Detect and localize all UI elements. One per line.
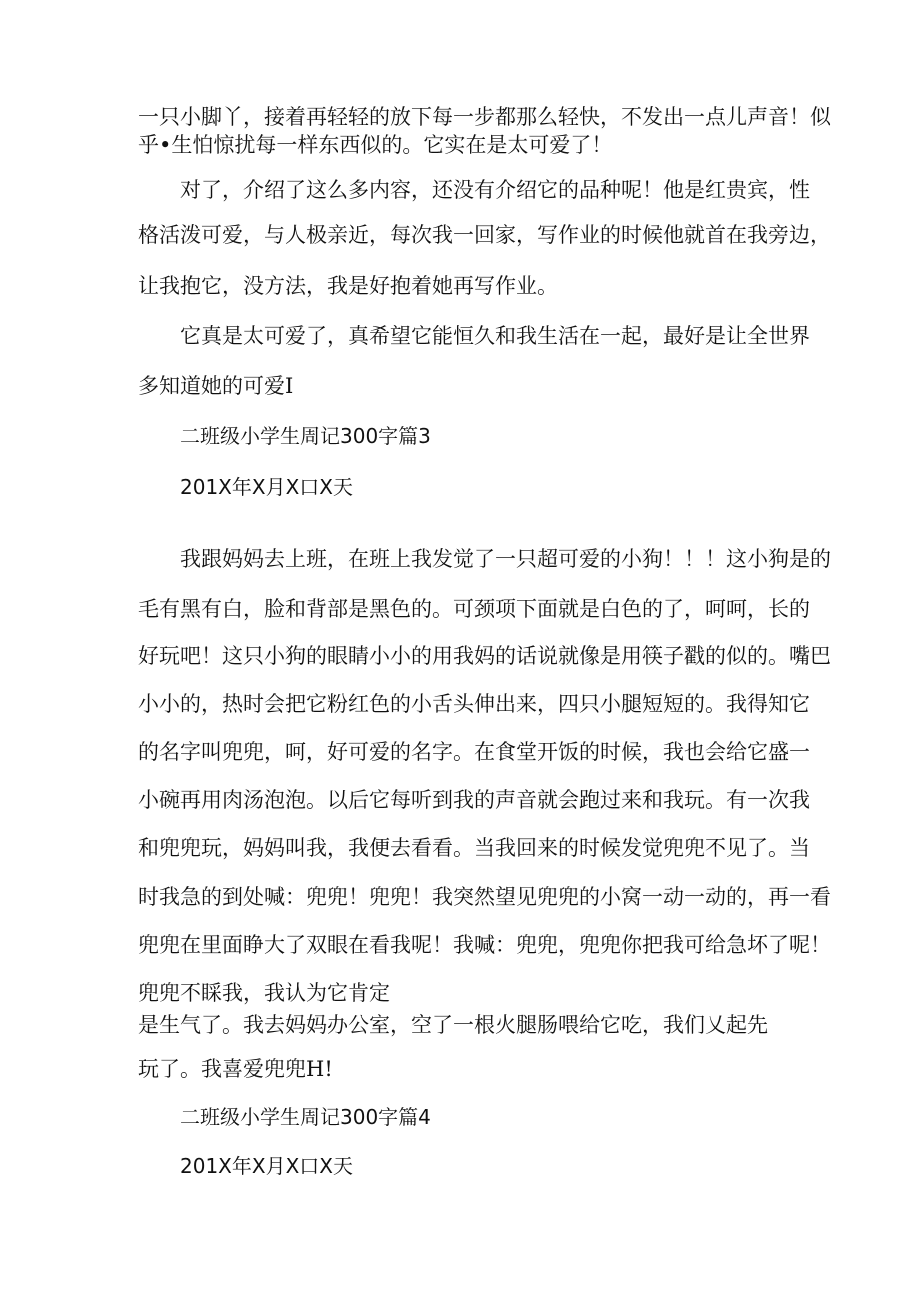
- text-line: 多知道她的可爱I: [138, 374, 294, 398]
- text-line: 小碗再用肉汤泡泡。以后它每听到我的声音就会跑过来和我玩。有一次我: [138, 788, 810, 812]
- text-line: 的名字叫兜兜，呵，好可爱的名字。在食堂开饭的时候，我也会给它盛一: [138, 740, 810, 764]
- text-line: 对了，介绍了这么多内容，还没有介绍它的品种呢！他是红贵宾，性: [180, 178, 810, 202]
- text-line: 兜兜不睬我，我认为它肯定: [138, 981, 390, 1005]
- text-line: 我跟妈妈去上班，在班上我发觉了一只超可爱的小狗！！！这小狗是的: [180, 547, 831, 571]
- text-line: 玩了。我喜爱兜兜H!: [138, 1057, 333, 1081]
- text-line: 小小的，热时会把它粉红色的小舌头伸出来，四只小腿短短的。我得知它: [138, 692, 810, 716]
- text-line: 让我抱它，没方法，我是好抱着她再写作业。: [138, 274, 558, 298]
- text-line: 是生气了。我去妈妈办公室，空了一根火腿肠喂给它吃，我们乂起先: [138, 1013, 768, 1037]
- text-line: 它真是太可爱了，真希望它能恒久和我生活在一起，最好是让全世界: [180, 324, 810, 348]
- text-line: 时我急的到处喊：兜兜！兜兜！我突然望见兜兜的小窝一动一动的，再一看: [138, 885, 831, 909]
- text-line: 一只小脚丫，接着再轻轻的放下每一步都那么轻快，不发出一点儿声音！似: [138, 105, 831, 129]
- text-line: 和兜兜玩，妈妈叫我，我便去看看。当我回来的时候发觉兜兜不见了。当: [138, 836, 810, 860]
- text-line: 乎•生怕惊扰每一样东西似的。它实在是太可爱了！: [138, 133, 613, 157]
- text-line: 兜兜在里面睁大了双眼在看我呢！我喊：兜兜，兜兜你把我可给急坏了呢！: [138, 933, 831, 957]
- text-line: 毛有黑有白，脸和背部是黑色的。可颈项下面就是白色的了，呵呵，长的: [138, 597, 810, 621]
- text-line: 好玩吧！这只小狗的眼睛小小的用我妈的话说就像是用筷子戳的似的。嘴巴: [138, 644, 831, 668]
- article-date: 201X年X月X口X天: [180, 1154, 353, 1178]
- article-title: 二班级小学生周记300字篇3: [180, 424, 431, 448]
- article-date: 201X年X月X口X天: [180, 475, 353, 499]
- text-line: 格活泼可爱，与人极亲近，每次我一回家，写作业的时候他就首在我旁边，: [138, 223, 831, 247]
- article-title: 二班级小学生周记300字篇4: [180, 1105, 431, 1129]
